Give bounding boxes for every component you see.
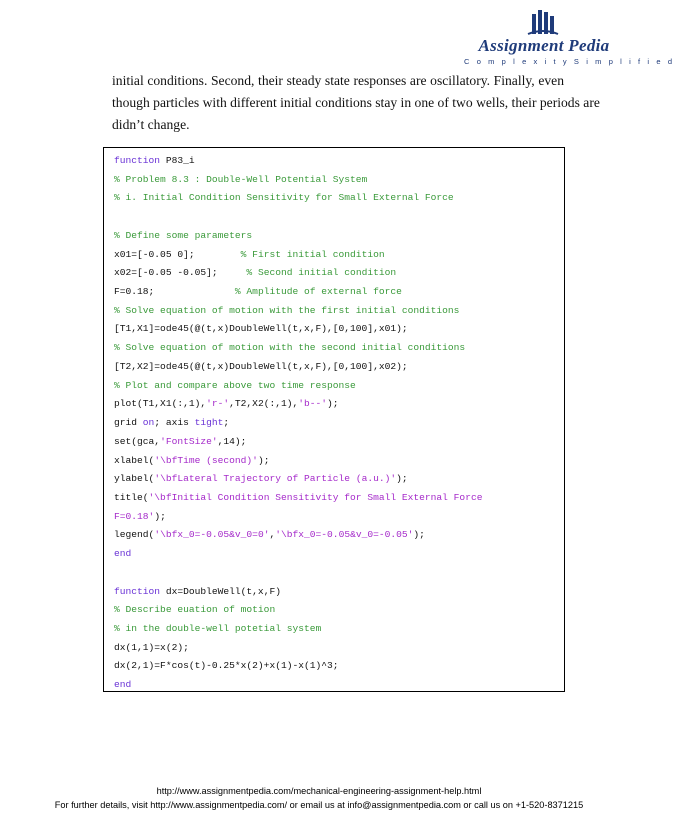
code-text: , (269, 529, 276, 541)
code-line (114, 377, 482, 396)
code-text: legend( (114, 529, 155, 541)
code-text: ,14); (217, 435, 247, 447)
code-line (114, 395, 482, 414)
code-string: '\bfx_0=-0.05&v_0=-0.05' (275, 529, 414, 541)
code-text: plot(T1,X1(:,1), (114, 398, 207, 410)
paragraph-line: initial conditions. Second, their steady state responses are oscillatory. Finally, even (112, 73, 564, 88)
footer-url[interactable] (0, 786, 638, 796)
matlab-code (114, 152, 482, 695)
code-comment: % Solve equation of motion with the second initial conditions (114, 342, 466, 354)
code-comment: % Describe euation of motion (114, 604, 276, 616)
code-string: '\bfTime (second)' (154, 454, 258, 466)
code-line (114, 620, 482, 639)
code-text: ); (413, 529, 425, 541)
code-text: ); (257, 454, 270, 466)
code-line (114, 152, 482, 171)
code-text: ; axis (154, 417, 195, 429)
code-string: '\bfInitial Condition Sensitivity for Small External Force (148, 491, 483, 503)
code-text: title( (114, 491, 149, 503)
code-line (114, 283, 482, 302)
code-listing-box (103, 147, 565, 692)
code-comment: % i. Initial Condition Sensitivity for Small External Force (114, 192, 454, 204)
code-text: ); (327, 398, 339, 410)
code-text: dx=DoubleWell(t,x,F) (160, 585, 281, 597)
code-text: x01=[-0.05 0]; (114, 248, 195, 260)
code-string: '\bfLateral Trajectory of Particle (a.u.)' (154, 473, 397, 485)
code-text: ; (223, 417, 230, 429)
code-comment: % Second initial condition (217, 267, 397, 279)
code-comment: % in the double-well potetial system (114, 622, 322, 634)
code-line (114, 676, 482, 695)
code-text: ); (154, 510, 166, 522)
code-line (114, 601, 482, 620)
code-comment: % Plot and compare above two time response (114, 379, 356, 391)
code-line (114, 564, 482, 583)
code-text: [T1,X1]=ode45(@(t,x)DoubleWell(t,x,F),[0,100],x01); (114, 323, 408, 335)
code-line (114, 339, 482, 358)
code-line (114, 246, 482, 265)
code-text: x02=[-0.05 -0.05]; (114, 267, 218, 279)
code-keyword: tight (194, 417, 224, 429)
body-paragraph (112, 70, 600, 136)
code-keyword: end (114, 548, 132, 560)
logo-name: Assignment Pedia (478, 36, 610, 55)
brand-logo (464, 8, 675, 72)
code-keyword: on (142, 417, 155, 429)
code-line (114, 189, 482, 208)
code-line (114, 302, 482, 321)
code-line (114, 657, 482, 676)
code-line (114, 320, 482, 339)
code-text: dx(1,1)=x(2); (114, 641, 189, 653)
code-string: '\bfx_0=-0.05&v_0=0' (154, 529, 270, 541)
code-keyword: end (114, 679, 132, 691)
code-line (114, 414, 482, 433)
code-line (114, 583, 482, 602)
code-comment: % Amplitude of external force (154, 286, 402, 298)
code-comment: % Solve equation of motion with the first initial conditions (114, 304, 460, 316)
code-text: F=0.18; (114, 286, 155, 298)
code-line (114, 526, 482, 545)
code-keyword: function (114, 155, 161, 166)
code-text: xlabel( (114, 454, 155, 466)
code-text: set(gca, (114, 435, 161, 447)
books-logo-icon (526, 8, 560, 38)
code-line (114, 508, 482, 527)
code-comment: % First initial condition (194, 248, 385, 260)
code-text: ylabel( (114, 473, 155, 485)
code-text: P83_i (160, 155, 195, 166)
paragraph-line: didn’t change. (112, 117, 190, 132)
code-text: grid (114, 417, 143, 429)
code-text: ); (396, 473, 408, 485)
code-text: [T2,X2]=ode45(@(t,x)DoubleWell(t,x,F),[0,100],x02); (114, 360, 408, 372)
code-line (114, 208, 482, 227)
code-comment: % Problem 8.3 : Double-Well Potential System (114, 173, 368, 185)
code-line (114, 470, 482, 489)
code-line (114, 358, 482, 377)
code-string: 'b--' (298, 398, 328, 410)
code-line (114, 489, 482, 508)
code-line (114, 171, 482, 190)
code-comment: % Define some parameters (114, 229, 253, 241)
logo-tagline: C o m p l e x i t y S i m p l i f i e d (464, 57, 675, 66)
code-line (114, 545, 482, 564)
code-string: F=0.18' (114, 510, 155, 522)
paragraph-line: though particles with different initial conditions stay in one of two wells, their periods are (112, 95, 600, 110)
code-line (114, 639, 482, 658)
code-text: ,T2,X2(:,1), (229, 398, 299, 410)
footer-url-link[interactable]: http://www.assignmentpedia.com/mechanical-engineering-assignment-help.html (156, 786, 482, 796)
code-line (114, 264, 482, 283)
footer-contact: For further details, visit http://www.assignmentpedia.com/ or email us at info@assignmentpedia.com or call us on +1-520-8371215 (54, 800, 584, 810)
code-text: dx(2,1)=F*cos(t)-0.25*x(2)+x(1)-x(1)^3; (114, 660, 339, 672)
code-string: 'FontSize' (160, 435, 218, 447)
code-string: 'r-' (206, 398, 230, 410)
code-line (114, 452, 482, 471)
code-keyword: function (114, 585, 161, 597)
code-line (114, 227, 482, 246)
code-line (114, 433, 482, 452)
